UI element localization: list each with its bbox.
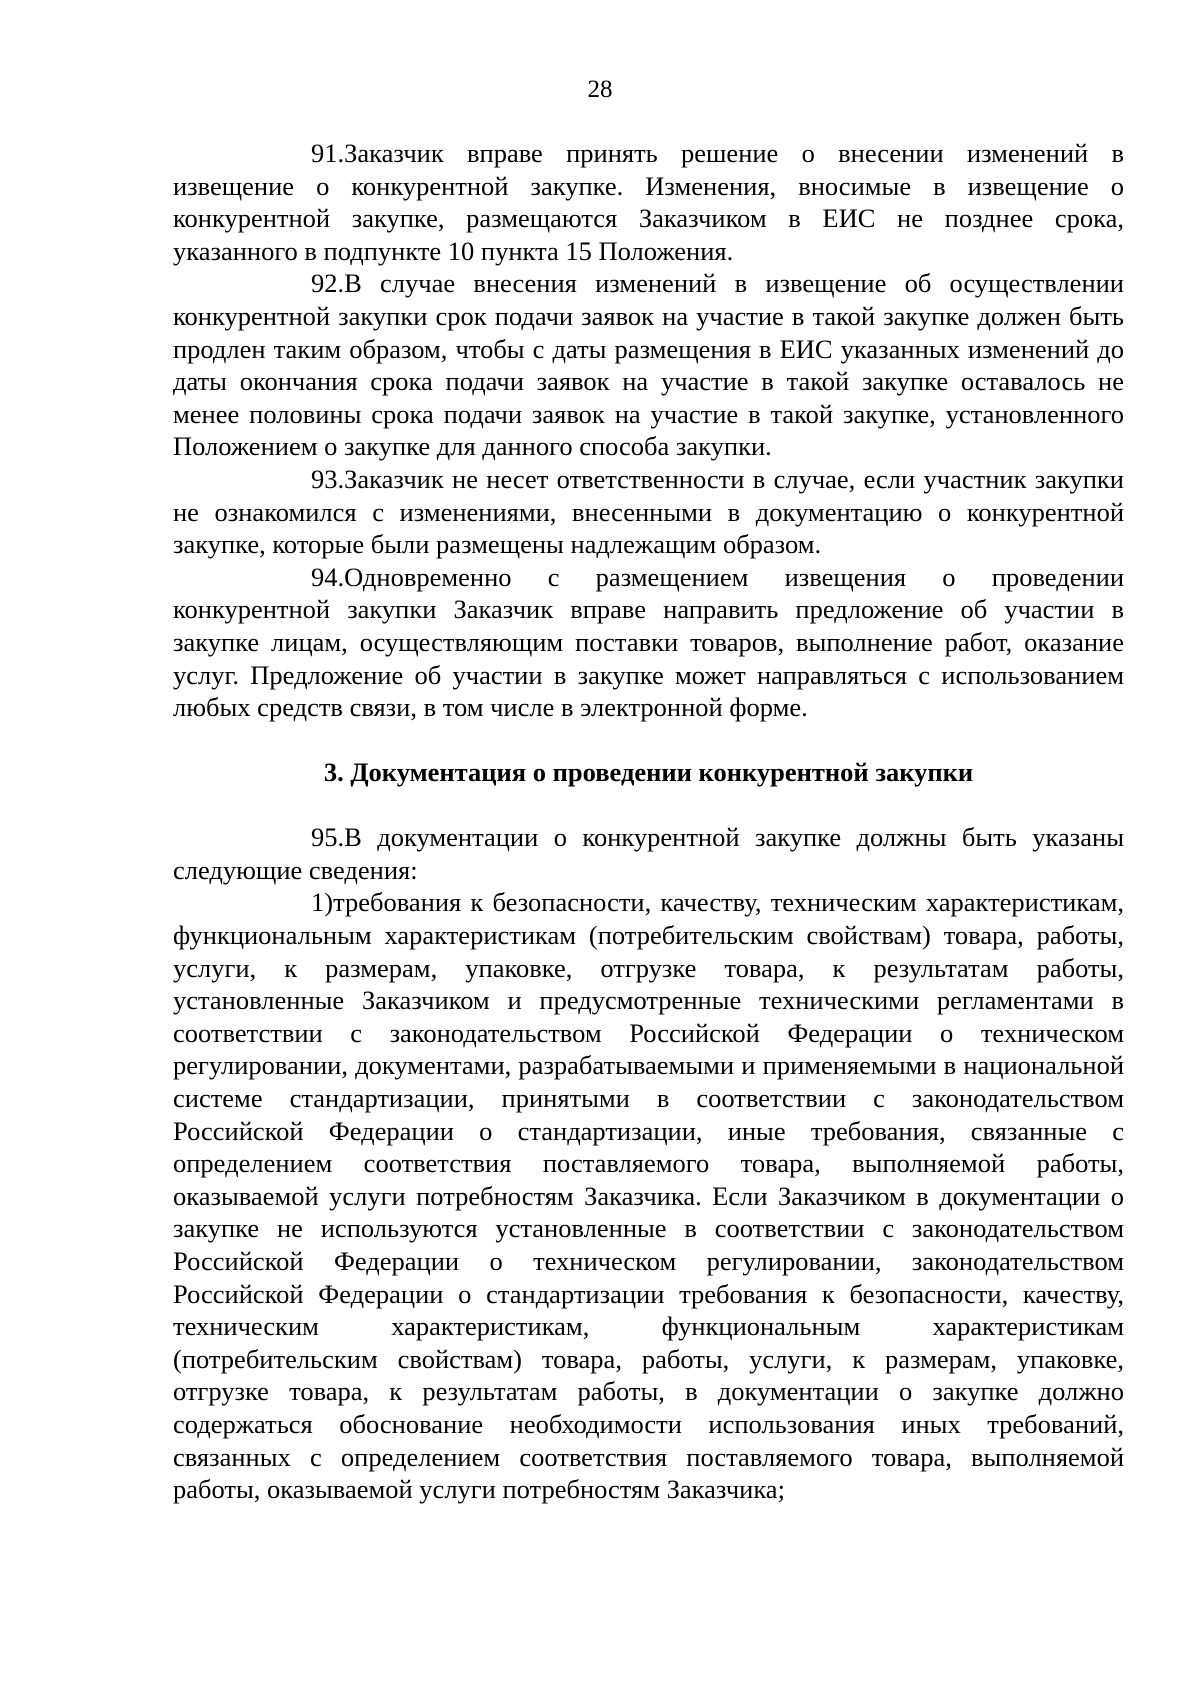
paragraph-number: 91. bbox=[311, 138, 345, 168]
paragraph-text: Заказчик вправе принять решение о внесении изменений в извещение о конкурентной закупке. Изменения, вносимые в извещение о конкурентной закупке, размещаются Заказчиком в ЕИС не позднее срока, указанного в подпункте 10 пункта 15 Положения. bbox=[173, 138, 1124, 266]
paragraph-92 bbox=[173, 267, 1124, 463]
paragraph-number: 95. bbox=[311, 822, 345, 853]
paragraph-text: Заказчик не несет ответственности в случае, если участник закупки не ознакомился с изменениями, внесенными в документацию о конкурентной закупке, которые были размещены надлежащим образом. bbox=[173, 463, 1124, 560]
page-number: 28 bbox=[587, 76, 613, 103]
paragraph-number: 92. bbox=[311, 268, 345, 299]
paragraph-number: 94. bbox=[311, 561, 345, 592]
document-body bbox=[173, 137, 1124, 1506]
subitem-1 bbox=[173, 886, 1124, 1505]
paragraph-95 bbox=[173, 821, 1124, 886]
paragraph-94 bbox=[173, 561, 1124, 724]
subitem-text: требования к безопасности, качеству, техническим характеристикам, функциональным характеристикам (потребительским свойствам) товара, работы, услуги, к размерам, упаковке, отгрузке товара, к результатам работы, установленные Заказчиком и предусмотренные техническими регламентами в соответствии с законодательством Российской Федерации о техническом регулировании, документами, разрабатываемыми и применяемыми в национальной системе стандартизации, принятыми в соответствии с законодательством Российской Федерации о стандартизации, иные требования, связанные с определением соответствия поставляемого товара, выполняемой работы, оказываемой услуги потребностям Заказчика. Если Заказчиком в документации о закупке не используются установленные в соответствии с законодательством Российской Федерации о техническом регулировании, законодательством Российской Федерации о стандартизации требования к безопасности, качеству, техническим характеристикам, функциональным характеристикам (потребительским свойствам) товара, работы, услуги, к размерам, упаковке, отгрузке товара, к результатам работы, в документации о закупке должно содержаться обоснование необходимости использования иных требований, связанных с определением соответствия поставляемого товара, выполняемой работы, оказываемой услуги потребностям Заказчика; bbox=[173, 887, 1124, 1505]
paragraph-93 bbox=[173, 463, 1124, 561]
subitem-number: 1) bbox=[311, 887, 334, 918]
paragraph-text: В документации о конкурентной закупке должны быть указаны следующие сведения: bbox=[173, 822, 1124, 885]
paragraph-number: 93. bbox=[311, 463, 345, 494]
paragraph-text: Одновременно с размещением извещения о проведении конкурентной закупки Заказчик вправе направить предложение об участии в закупке лицам, осуществляющим поставки товаров, выполнение работ, оказание услуг. Предложение об участии в закупке может направляться с использованием любых средств связи, в том числе в электронной форме. bbox=[173, 561, 1124, 723]
paragraph-91 bbox=[173, 137, 1124, 267]
section-heading: 3. Документация о проведении конкурентной закупки bbox=[323, 756, 974, 787]
paragraph-text: В случае внесения изменений в извещение об осуществлении конкурентной закупки срок подачи заявок на участие в такой закупке должен быть продлен таким образом, чтобы с даты размещения в ЕИС указанных изменений до даты окончания срока подачи заявок на участие в такой закупке оставалось не менее половины срока подачи заявок на участие в такой закупке, установленного Положением о закупке для данного способа закупки. bbox=[173, 268, 1124, 462]
